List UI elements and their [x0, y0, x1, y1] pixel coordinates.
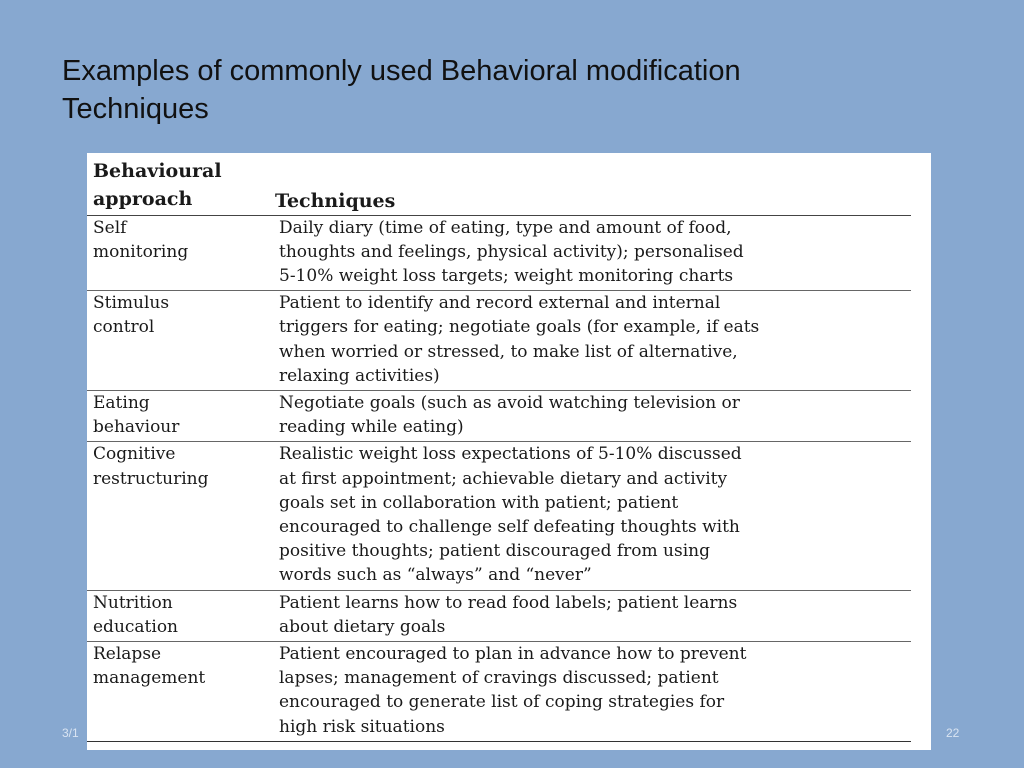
slide-title-line-2: Techniques — [62, 93, 209, 125]
techniques-cell — [269, 291, 911, 391]
header-techniques: Techniques — [275, 189, 396, 212]
technique-line: 5-10% weight loss targets; weight monitoring charts — [279, 265, 734, 286]
technique-line: about dietary goals — [279, 616, 446, 637]
techniques-cell — [269, 442, 911, 590]
table-row — [87, 215, 911, 291]
technique-line: encouraged to challenge self defeating thoughts with — [279, 516, 740, 537]
approach-line: control — [93, 317, 155, 338]
approach-cell — [87, 590, 269, 641]
technique-line: goals set in collaboration with patient; patient — [279, 492, 679, 513]
techniques-cell — [269, 590, 911, 641]
table-row — [87, 590, 911, 641]
technique-line: lapses; management of cravings discussed; patient — [279, 668, 719, 689]
technique-line: high risk situations — [279, 716, 445, 737]
approach-cell — [87, 641, 269, 741]
techniques-cell — [269, 390, 911, 441]
technique-line: Patient learns how to read food labels; patient learns — [279, 592, 738, 613]
table-body — [87, 215, 911, 741]
technique-line: Patient encouraged to plan in advance how to prevent — [279, 643, 747, 664]
behavioural-techniques-table — [87, 153, 911, 742]
slide-title-line-1: Examples of commonly used Behavioral modification — [62, 55, 741, 87]
behavioural-table-image — [87, 153, 931, 750]
technique-line: Negotiate goals (such as avoid watching television or — [279, 392, 740, 413]
approach-line: management — [93, 668, 206, 689]
approach-line: behaviour — [93, 417, 180, 438]
technique-line: triggers for eating; negotiate goals (for example, if eats — [279, 317, 760, 338]
approach-line: Stimulus — [93, 293, 170, 314]
technique-line: at first appointment; achievable dietary and activity — [279, 468, 728, 489]
technique-line: relaxing activities) — [279, 365, 440, 386]
header-approach-line-1: Behavioural — [93, 160, 222, 182]
footer-date: 3/1 — [62, 726, 79, 740]
approach-cell — [87, 215, 269, 291]
slide-title — [62, 52, 942, 128]
approach-line: monitoring — [93, 241, 189, 262]
table-row — [87, 291, 911, 391]
techniques-cell — [269, 215, 911, 291]
approach-line: restructuring — [93, 468, 209, 489]
approach-line: Eating — [93, 392, 150, 413]
technique-line: words such as “always” and “never” — [279, 565, 592, 586]
technique-line: Patient to identify and record external and internal — [279, 293, 721, 314]
table-row — [87, 641, 911, 741]
slide-number: 22 — [946, 726, 960, 740]
approach-line: Cognitive — [93, 444, 176, 465]
technique-line: Daily diary (time of eating, type and amount of food, — [279, 217, 732, 238]
table-row — [87, 442, 911, 590]
table-header-row — [87, 153, 911, 215]
technique-line: Realistic weight loss expectations of 5-10% discussed — [279, 444, 742, 465]
approach-line: Self — [93, 217, 127, 238]
technique-line: encouraged to generate list of coping strategies for — [279, 692, 725, 713]
header-approach — [87, 153, 269, 215]
approach-line: Relapse — [93, 643, 162, 664]
techniques-cell — [269, 641, 911, 741]
header-approach-line-2: approach — [93, 188, 193, 210]
technique-line: thoughts and feelings, physical activity); personalised — [279, 241, 744, 262]
approach-line: education — [93, 616, 178, 637]
approach-line: Nutrition — [93, 592, 173, 613]
approach-cell — [87, 390, 269, 441]
technique-line: when worried or stressed, to make list of alternative, — [279, 341, 738, 362]
approach-cell — [87, 291, 269, 391]
technique-line: positive thoughts; patient discouraged from using — [279, 541, 710, 562]
table-row — [87, 390, 911, 441]
technique-line: reading while eating) — [279, 417, 464, 438]
approach-cell — [87, 442, 269, 590]
